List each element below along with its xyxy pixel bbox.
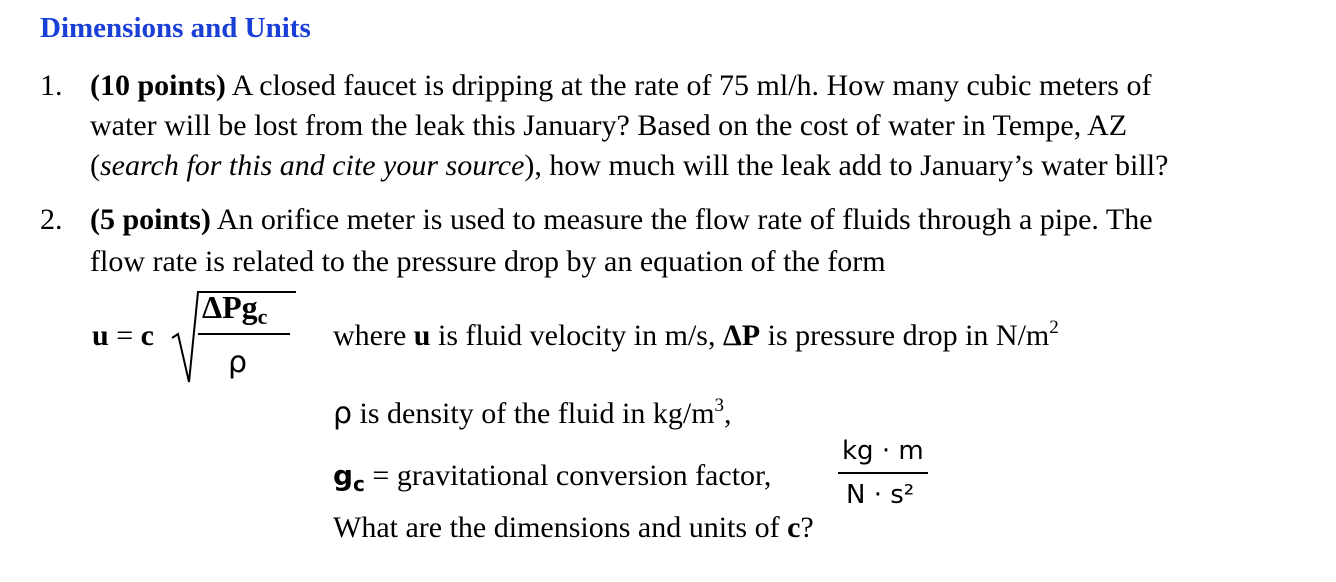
question-2-number: 2. xyxy=(40,203,63,236)
question-1-points: (10 points) xyxy=(90,69,226,102)
page-title: Dimensions and Units xyxy=(40,12,311,44)
equation-lhs: u = c xyxy=(92,319,154,352)
question-1-number: 1. xyxy=(40,69,63,102)
question-1-line-1 xyxy=(90,66,1151,106)
definition-u-and-dp: where u is fluid velocity in m/s, ΔP is pressure drop in $N/m^2$ xyxy=(333,317,1059,352)
definition-gc-text: $g_c$ = gravitational conversion factor, xyxy=(333,459,772,496)
definition-rho: ρ is density of the fluid in $kg/m^3$, xyxy=(333,395,732,431)
question-1-line-3: (search for this and cite your source), how much will the leak add to January’s water bill? xyxy=(90,149,1169,182)
gc-units-numerator: kg · m xyxy=(842,436,924,466)
question-1-italic-note: search for this and cite your source xyxy=(100,149,525,182)
question-2-points: (5 points) xyxy=(90,203,211,236)
equation-numerator: ΔPgc xyxy=(202,289,268,329)
gc-units-denominator: N · s² xyxy=(846,480,915,510)
question-2-prompt: What are the dimensions and units of c? xyxy=(333,511,814,544)
equation-fraction-bar xyxy=(198,333,290,335)
question-2-text: An orifice meter is used to measure the flow rate of fluids through a pipe. The xyxy=(210,203,1153,236)
question-1-text: A closed faucet is dripping at the rate of 75 ml/h. How many cubic meters of xyxy=(225,69,1152,102)
question-2-line-1 xyxy=(90,200,1153,240)
question-1-line-2: water will be lost from the leak this January? Based on the cost of water in Tempe, AZ xyxy=(90,109,1128,142)
gc-units-fraction-bar xyxy=(838,472,928,474)
equation-denominator: ρ xyxy=(228,345,248,380)
question-2-line-2: flow rate is related to the pressure drop by an equation of the form xyxy=(90,245,886,278)
